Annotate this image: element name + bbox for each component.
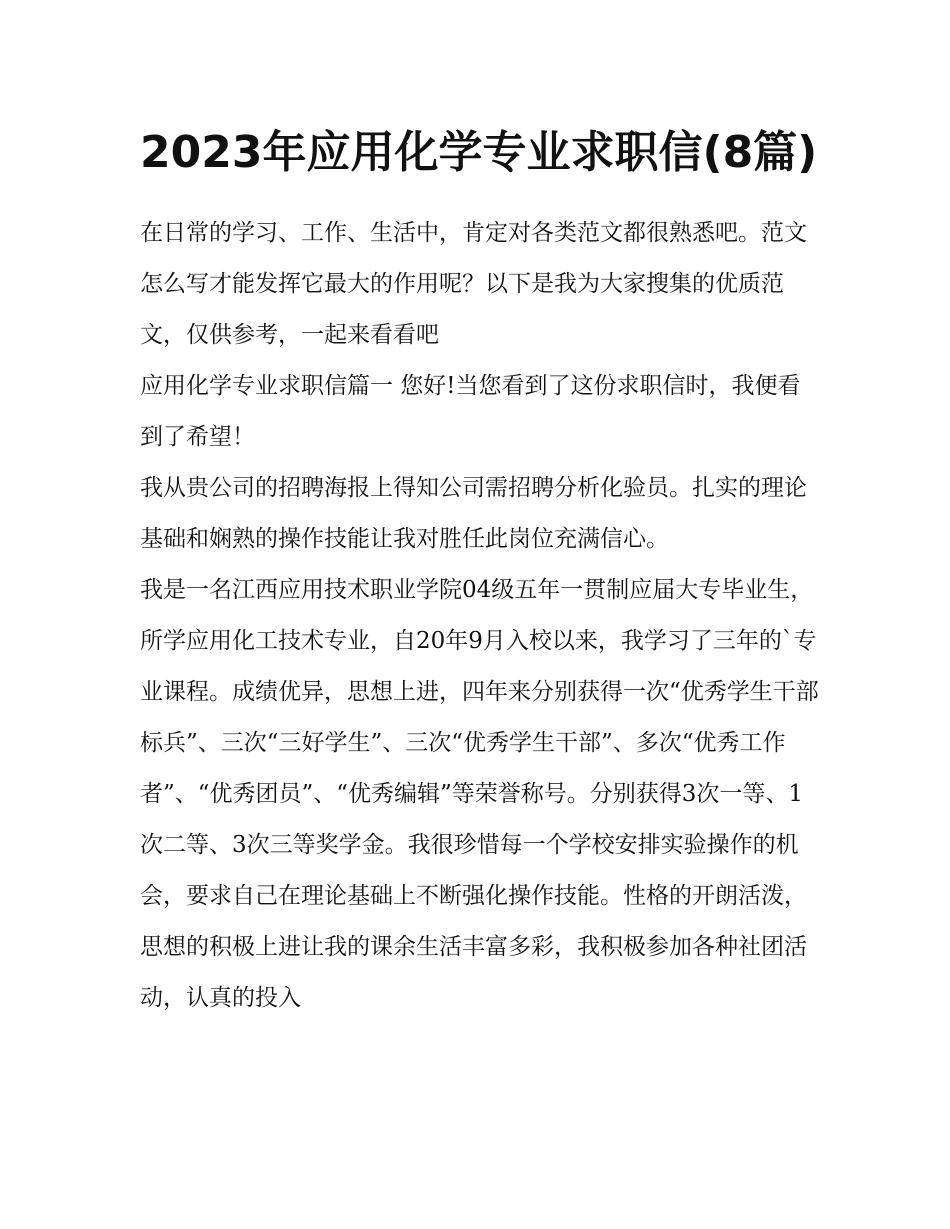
document-body <box>140 208 820 1024</box>
document-page <box>140 118 820 1024</box>
job-source-paragraph: 我从贵公司的招聘海报上得知公司需招聘分析化验员。扎实的理论基础和娴熟的操作技能让我对胜任此岗位充满信心。 <box>140 475 807 552</box>
letter-opening-paragraph: 应用化学专业求职信篇一 您好!当您看到了这份求职信时，我便看到了希望！ <box>140 373 801 450</box>
intro-paragraph: 在日常的学习、工作、生活中，肯定对各类范文都很熟悉吧。范文怎么写才能发挥它最大的作用呢？以下是我为大家搜集的优质范文，仅供参考，一起来看看吧 <box>140 220 807 348</box>
document-title: 2023年应用化学专业求职信(8篇) <box>140 127 818 178</box>
self-introduction-paragraph: 我是一名江西应用技术职业学院04级五年一贯制应届大专毕业生，所学应用化工技术专业，自20年9月入校以来，我学习了三年的`专业课程。成绩优异，思想上进，四年来分别获得一次“优秀学生干部标兵”、三次“三好学生”、三次“优秀学生干部”、多次“优秀工作者”、“优秀团员”、“优秀编辑”等荣誉称号。分别获得3次一等、1次二等、3次三等奖学金。我很珍惜每一个学校安排实验操作的机会，要求自己在理论基础上不断强化操作技能。性格的开朗活泼，思想的积极上进让我的课余生活丰富多彩，我积极参加各种社团活动，认真的投入 <box>140 577 819 1011</box>
